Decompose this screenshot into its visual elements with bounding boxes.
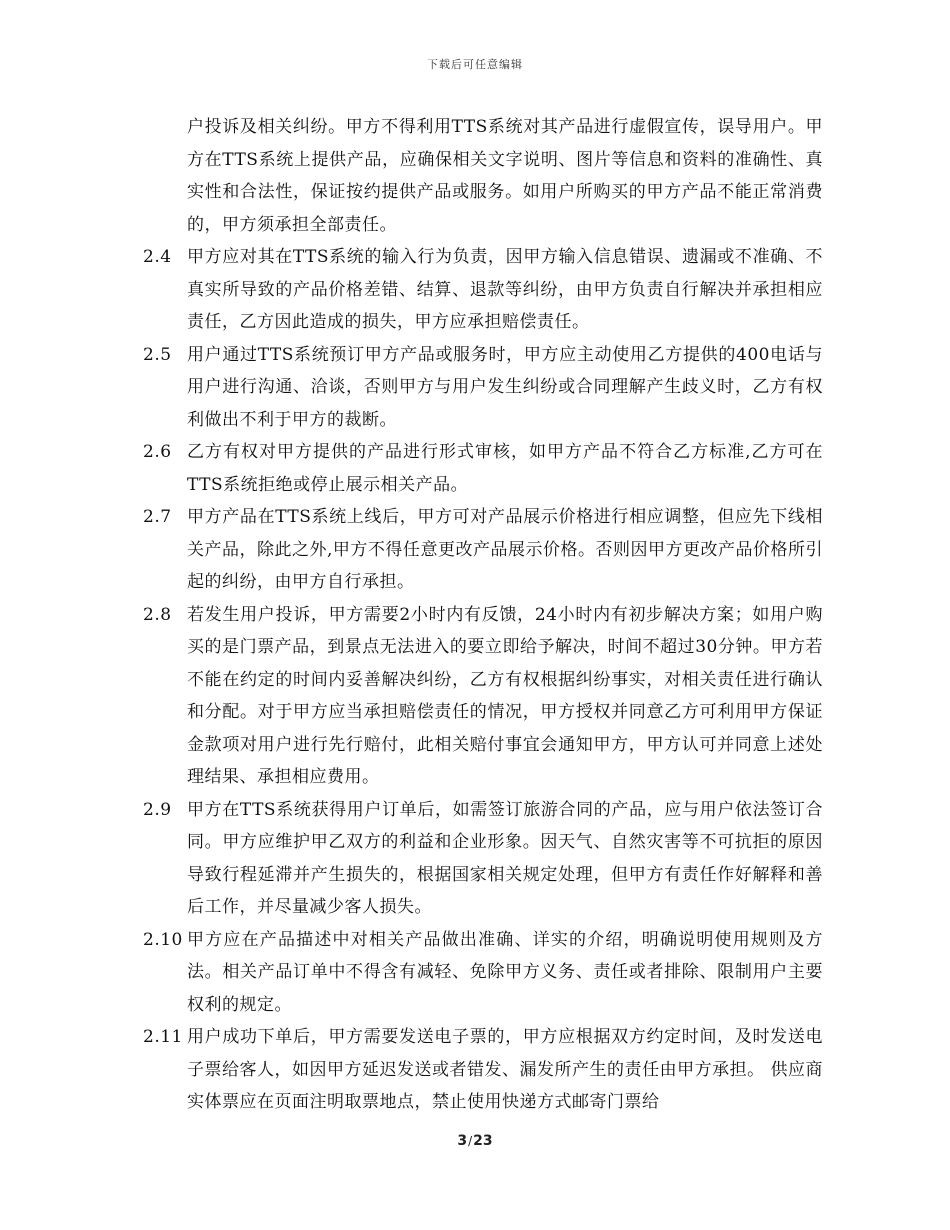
clause-number: 2.8 — [143, 604, 172, 625]
current-page: 3 — [457, 1133, 468, 1149]
clause-number: 2.4 — [143, 247, 172, 267]
total-pages: 23 — [473, 1133, 493, 1149]
clause-2-7 — [143, 501, 823, 599]
document-body — [143, 111, 823, 1119]
clause-2-11 — [143, 1021, 823, 1119]
clause-text: 用户通过TTS系统预订甲方产品或服务时，甲方应主动使用乙方提供的400电话与用户进行沟通、洽谈，否则甲方与用户发生纠纷或合同理解产生歧义时，乙方有权利做出不利于甲方的裁断。 — [187, 344, 823, 430]
clause-2-4 — [143, 241, 823, 339]
clause-2-8 — [143, 599, 823, 794]
clause-2-9 — [143, 794, 823, 924]
clause-text: 用户成功下单后，甲方需要发送电子票的，甲方应根据双方约定时间，及时发送电子票给客人，如因甲方延迟发送或者错发、漏发所产生的责任由甲方承担。 供应商实体票应在页面注明取票地点，禁止使用快递方式邮寄门票给 — [187, 1027, 823, 1112]
clause-text: 甲方在TTS系统获得用户订单后，如需签订旅游合同的产品，应与用户依法签订合同。甲方应维护甲乙双方的利益和企业形象。因天气、自然灾害等不可抗拒的原因导致行程延滞并产生损失的，根据国家相关规定处理，但甲方有责任作好解释和善后工作，并尽量减少客人损失。 — [187, 799, 823, 917]
clause-2-6 — [143, 436, 823, 501]
clause-text: 甲方应对其在TTS系统的输入行为负责，因甲方输入信息错误、遗漏或不准确、不真实所导致的产品价格差错、结算、退款等纠纷，由甲方负责自行解决并承担相应责任，乙方因此造成的损失，甲方应承担赔偿责任。 — [187, 247, 823, 332]
clause-2-10 — [143, 924, 823, 1022]
clause-number: 2.7 — [143, 507, 172, 527]
page-separator: / — [468, 1134, 473, 1148]
clause-text: 甲方应在产品描述中对相关产品做出准确、详实的介绍，明确说明使用规则及方法。相关产品订单中不得含有减轻、免除甲方义务、责任或者排除、限制用户主要权利的规定。 — [187, 929, 823, 1015]
continued-paragraph: 户投诉及相关纠纷。甲方不得利用TTS系统对其产品进行虚假宣传，误导用户。甲方在TTS系统上提供产品，应确保相关文字说明、图片等信息和资料的准确性、真实性和合法性，保证按约提供产品或服务。如用户所购买的甲方产品不能正常消费的，甲方须承担全部责任。 — [187, 117, 823, 235]
clause-text: 若发生用户投诉，甲方需要2小时内有反馈，24小时内有初步解决方案；如用户购买的是门票产品，到景点无法进入的要立即给予解决，时间不超过30分钟。甲方若不能在约定的时间内妥善解决纠纷，乙方有权根据纠纷事实，对相关责任进行确认和分配。对于甲方应当承担赔偿责任的情况，甲方授权并同意乙方可利用甲方保证金款项对用户进行先行赔付，此相关赔付事宜会通知甲方，甲方认可并同意上述处理结果、承担相应费用。 — [187, 604, 823, 787]
clause-number: 2.5 — [143, 344, 172, 365]
page-header: 下载后可任意编辑 — [427, 58, 523, 71]
clause-text: 乙方有权对甲方提供的产品进行形式审核，如甲方产品不符合乙方标准,乙方可在TTS系统拒绝或停止展示相关产品。 — [187, 442, 823, 495]
clause-2-5 — [143, 339, 823, 437]
clause-number: 2.6 — [143, 442, 172, 462]
clause-number: 2.10 — [143, 929, 183, 950]
clause-text: 甲方产品在TTS系统上线后，甲方可对产品展示价格进行相应调整，但应先下线相关产品，除此之外,甲方不得任意更改产品展示价格。否则因甲方更改产品价格所引起的纠纷，由甲方自行承担。 — [187, 507, 823, 592]
clause-number: 2.11 — [143, 1027, 183, 1047]
page-number — [0, 1133, 950, 1149]
clause-number: 2.9 — [143, 799, 172, 820]
